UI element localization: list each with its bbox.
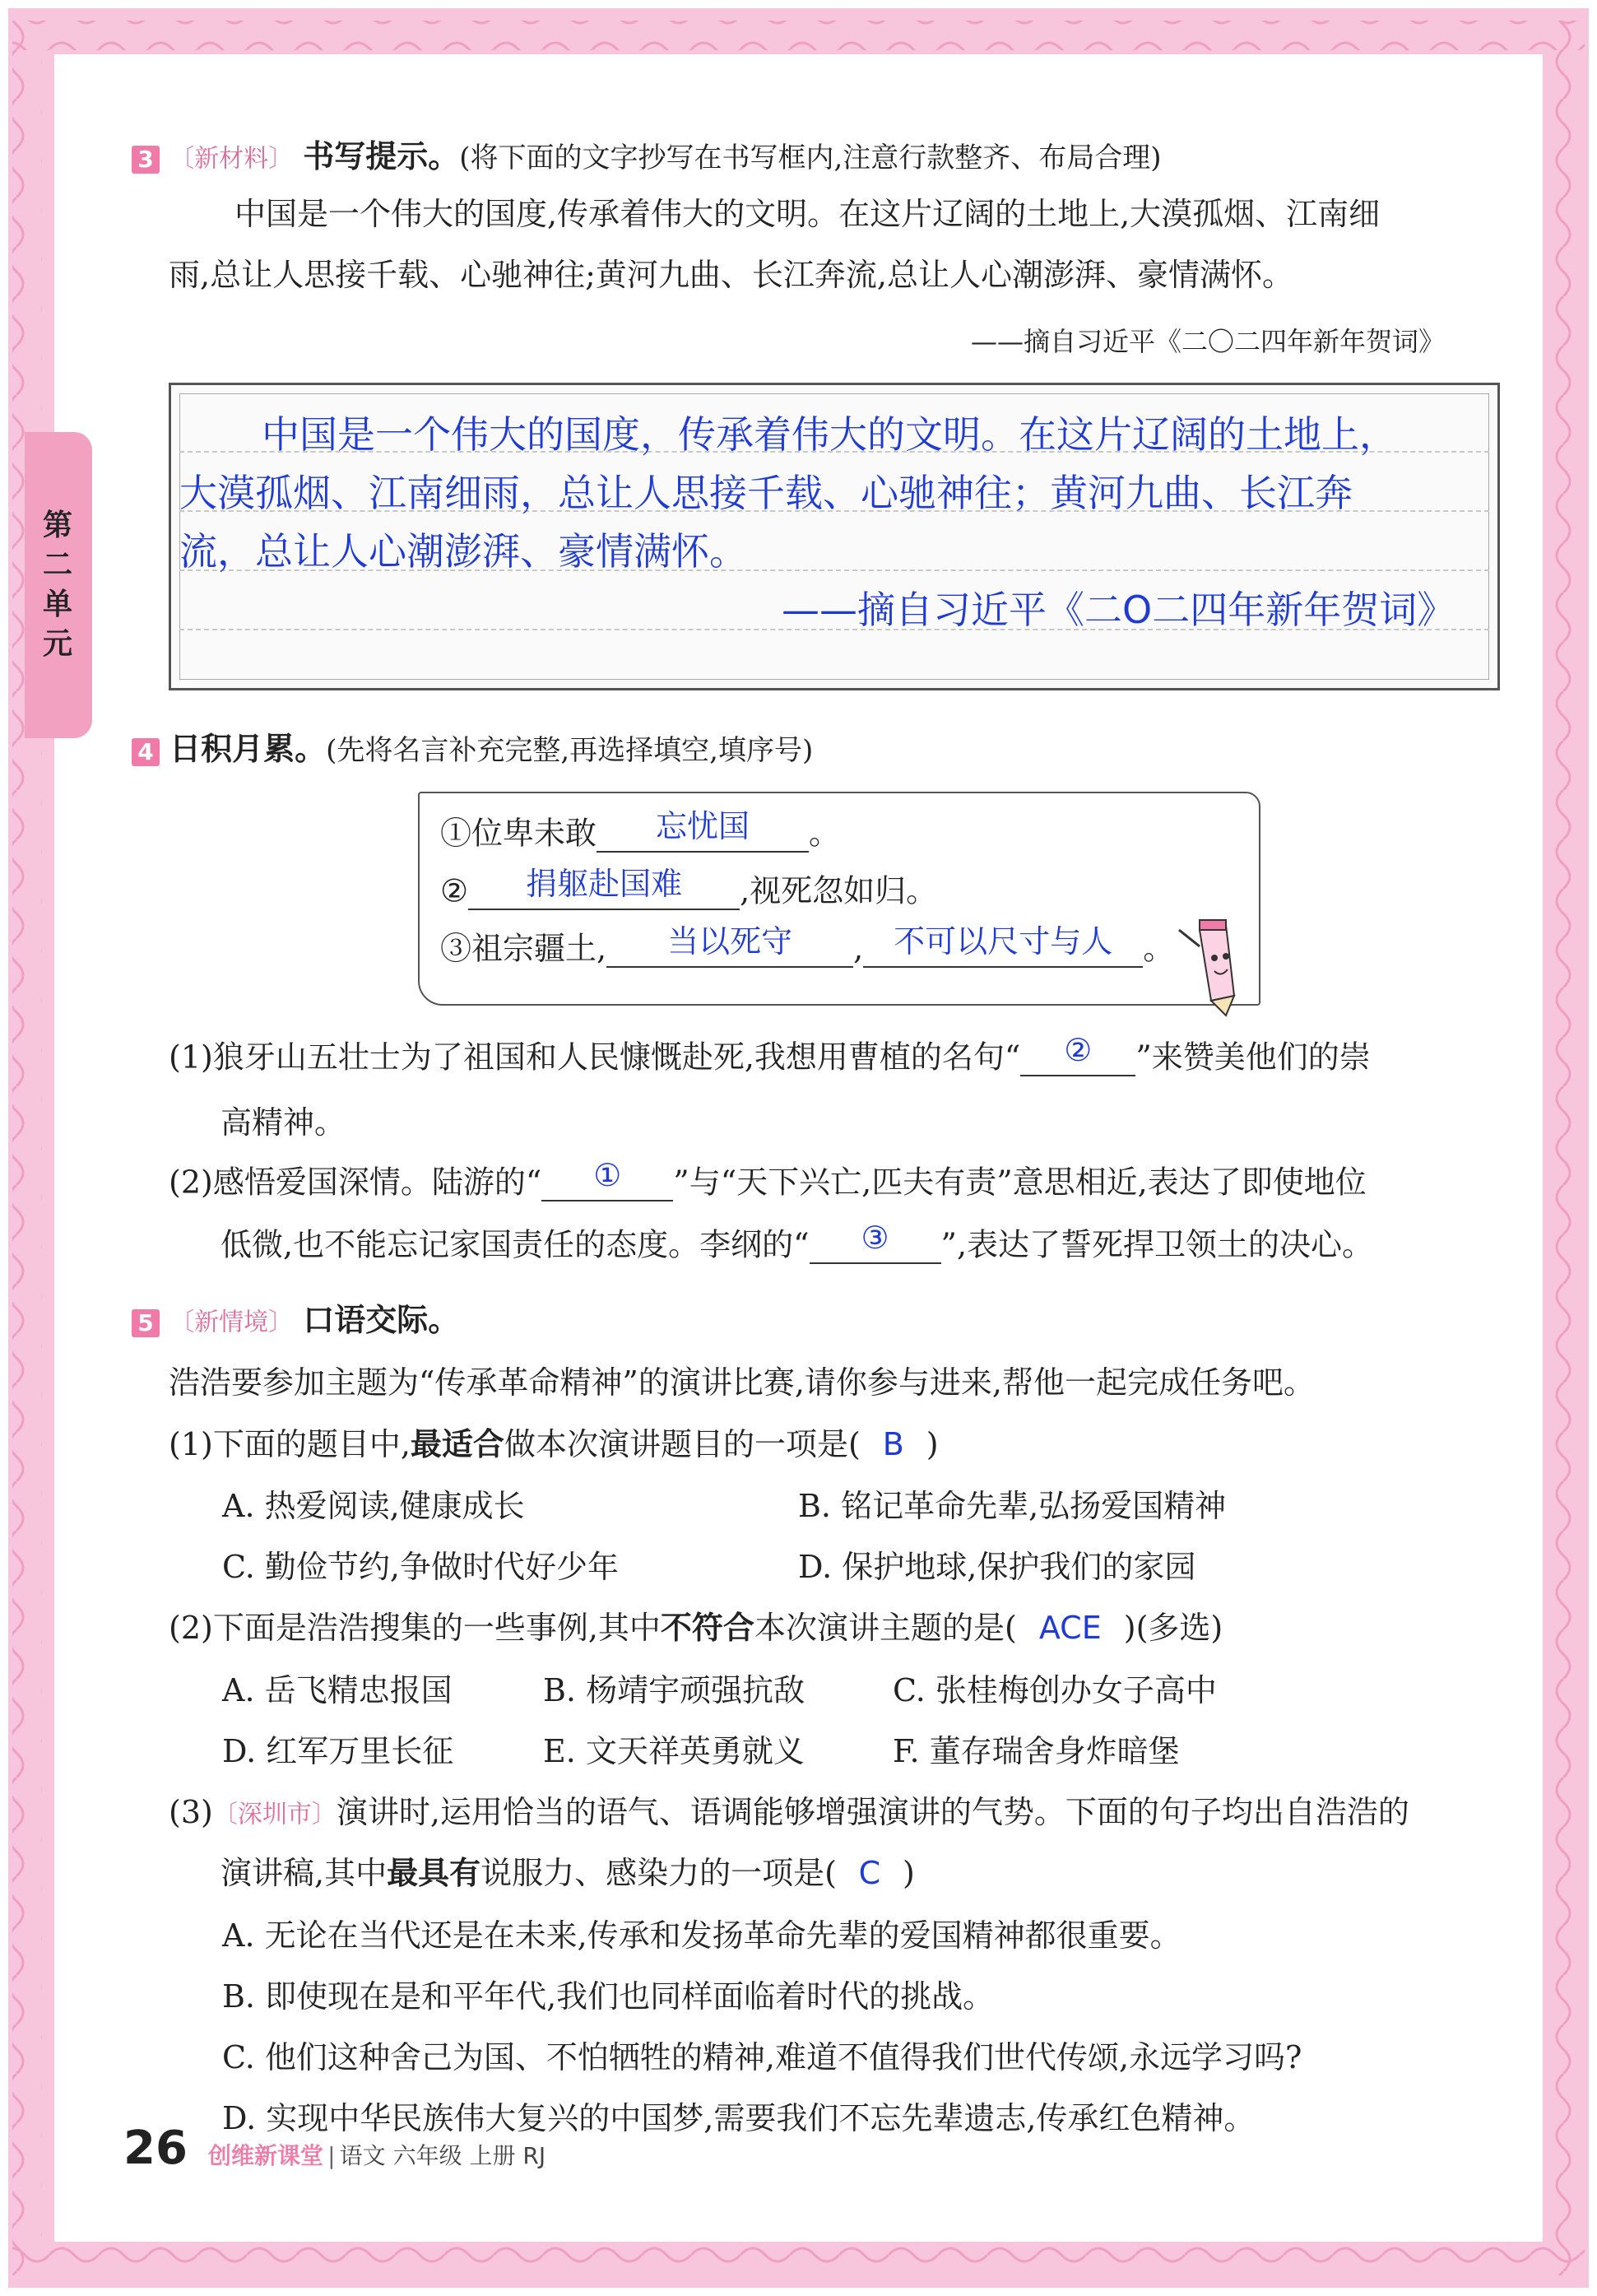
q4-item3-blank2 [863, 923, 1143, 968]
q5-s1-text-a: (1)下面的题目中, [169, 1426, 411, 1462]
q4-header [132, 731, 813, 769]
q4-title: 日积月累。 [169, 731, 327, 767]
q4-item3-suffix: 。 [1143, 930, 1175, 967]
footer-meta: 语文 六年级 上册 RJ [339, 2142, 546, 2169]
q5-s1-option-d: D. 保护地球,保护我们的家园 [798, 1549, 1196, 1585]
q4-sub1-blank [1020, 1032, 1135, 1076]
q5-s1-bold: 最适合 [410, 1426, 504, 1462]
q3-paragraph-line2: 雨,总让人思接千载、心驰神往;黄河九曲、长江奔流,总让人心潮澎湃、豪情满怀。 [169, 257, 1293, 293]
q4-item3 [440, 923, 1175, 968]
q4-item2-suffix: ,视死忽如归。 [740, 872, 938, 909]
q4-item3-blank1 [606, 923, 853, 968]
q3-handwritten-line2: 大漠孤烟、江南细雨，总让人思接千载、心驰神往；黄河九曲、长江奔 [179, 471, 1353, 515]
q5-s1-option-a: A. 热爱阅读,健康成长 [222, 1488, 525, 1524]
q5-s3-option-b: B. 即使现在是和平年代,我们也同样面临着时代的挑战。 [222, 1978, 995, 2015]
q5-s3-text-d: 说服力、感染力的一项是( [480, 1855, 837, 1891]
q4-item1-suffix: 。 [809, 815, 841, 852]
q4-sub1-answer: ② [1064, 1032, 1093, 1069]
q3-header [132, 138, 1162, 176]
q5-s2-option-f: F. 董存瑞舍身炸暗堡 [893, 1733, 1180, 1769]
q4-sub2-text-c: 低微,也不能忘记家国责任的态度。李纲的“ [221, 1226, 810, 1263]
q4-item2-prefix: ② [440, 872, 469, 909]
footer-brand: 创维新课堂 [208, 2142, 324, 2169]
q5-number: 5 [132, 1309, 160, 1337]
q4-item1-blank [597, 808, 809, 853]
q5-s3-line1 [169, 1794, 1409, 1832]
q3-source: ——摘自习近平《二〇二四年新年贺词》 [971, 326, 1446, 357]
page-number: 26 [123, 2122, 188, 2175]
q5-s2-text-c: )(多选) [1123, 1610, 1223, 1646]
q5-s1-answer: B [882, 1426, 904, 1462]
q5-s1-question [169, 1426, 939, 1464]
q4-item1-answer: 忘忧国 [656, 808, 750, 845]
q5-s3-text-a: (3) [169, 1794, 213, 1830]
q3-number: 3 [132, 146, 160, 174]
q4-number: 4 [132, 738, 160, 766]
q4-sub1-text-b: ”来赞美他们的崇 [1135, 1039, 1371, 1076]
q5-s2-question [169, 1610, 1223, 1648]
q5-intro: 浩浩要参加主题为“传承革命精神”的演讲比赛,请你参与进来,帮他一起完成任务吧。 [169, 1364, 1316, 1401]
q5-tag: 〔新情境〕 [169, 1308, 294, 1337]
q5-title: 口语交际。 [303, 1302, 460, 1338]
unit-side-tab [25, 432, 92, 738]
q5-s3-text-c: 演讲稿,其中 [221, 1855, 388, 1891]
q3-paragraph-line1: 中国是一个伟大的国度,传承着伟大的文明。在这片辽阔的土地上,大漠孤烟、江南细 [234, 196, 1381, 232]
q5-s2-text-a: (2)下面是浩浩搜集的一些事例,其中 [169, 1610, 661, 1646]
q5-s2-option-c: C. 张桂梅创办女子高中 [893, 1672, 1217, 1708]
q4-sub2-line1 [169, 1157, 1367, 1201]
q5-s2-option-a: A. 岳飞精忠报国 [222, 1672, 453, 1708]
unit-side-tab-label: 第二单元 [43, 509, 73, 661]
q3-handwritten-line4: ——摘自习近平《二O二四年新年贺词》 [782, 588, 1455, 632]
q5-s3-option-a: A. 无论在当代还是在未来,传承和发扬革命先辈的爱国精神都很重要。 [222, 1917, 1182, 1954]
q3-instruction: (将下面的文字抄写在书写框内,注意行款整齐、布局合理) [459, 142, 1162, 174]
q4-item1-prefix: ①位卑未敢 [440, 815, 597, 852]
q4-sub2-answer2: ③ [861, 1220, 889, 1257]
q5-s3-text-e: ) [902, 1855, 915, 1891]
q3-handwritten-line1: 中国是一个伟大的国度，传承着伟大的文明。在这片辽阔的土地上， [262, 412, 1397, 457]
q3-handwritten-line3: 流，总让人心潮澎湃、豪情满怀。 [179, 529, 747, 574]
q3-tag: 〔新材料〕 [169, 144, 294, 174]
q4-sub1-line1 [169, 1032, 1371, 1076]
q3-title: 书写提示。 [303, 138, 460, 174]
q5-s3-answer: C [858, 1855, 881, 1891]
page-footer [123, 2122, 545, 2175]
q4-sub1-line2: 高精神。 [221, 1104, 346, 1141]
q5-s2-text-b: 本次演讲主题的是( [754, 1610, 1017, 1646]
q4-item2 [440, 866, 938, 910]
q5-s3-bold: 最具有 [387, 1855, 481, 1891]
q4-sub2-text-a: (2)感悟爱国深情。陆游的“ [169, 1164, 542, 1201]
q4-item3-sep: , [853, 930, 864, 967]
q4-item1 [440, 808, 841, 853]
q5-s2-option-d: D. 红军万里长征 [222, 1733, 454, 1769]
q4-item3-prefix: ③祖宗疆土, [440, 930, 607, 967]
q5-s2-bold: 不符合 [660, 1610, 754, 1646]
q5-s3-option-c: C. 他们这种舍己为国、不怕牺牲的精神,难道不值得我们世代传颂,永远学习吗? [222, 2039, 1302, 2075]
q4-item3-answer1: 当以死守 [667, 923, 793, 960]
q4-sub1-text-a: (1)狼牙山五壮士为了祖国和人民慷慨赴死,我想用曹植的名句“ [169, 1039, 1021, 1076]
q4-instruction: (先将名言补充完整,再选择填空,填序号) [326, 734, 814, 767]
q5-s2-option-b: B. 杨靖宇顽强抗敌 [543, 1672, 805, 1708]
pencil-mascot-icon [1175, 913, 1249, 1020]
q4-sub2-answer1: ① [593, 1157, 622, 1194]
q4-sub2-blank1 [541, 1157, 673, 1201]
q5-s1-option-c: C. 勤俭节约,争做时代好少年 [222, 1549, 619, 1585]
q4-sub2-blank2 [810, 1220, 941, 1264]
q5-s3-option-d: D. 实现中华民族伟大复兴的中国梦,需要我们不忘先辈遗志,传承红色精神。 [222, 2100, 1256, 2136]
q4-sub2-line2 [221, 1220, 1374, 1264]
q4-item2-blank [468, 866, 740, 910]
q5-s2-answer: ACE [1038, 1610, 1102, 1646]
footer-separator: | [327, 2142, 336, 2169]
q5-s3-tag: 〔深圳市〕 [212, 1800, 337, 1829]
q5-s1-option-b: B. 铭记革命先辈,弘扬爱国精神 [798, 1488, 1227, 1524]
q5-s3-line2 [221, 1855, 915, 1893]
q5-s1-text-c: ) [926, 1426, 939, 1462]
q5-s1-text-b: 做本次演讲题目的一项是( [504, 1426, 861, 1462]
q4-sub2-text-b: ”与“天下兴亡,匹夫有责”意思相近,表达了即使地位 [673, 1164, 1367, 1201]
q4-sub2-text-d: ”,表达了誓死捍卫领土的决心。 [940, 1226, 1374, 1263]
q4-item3-answer2: 不可以尺寸与人 [894, 923, 1113, 960]
q5-header [132, 1302, 459, 1340]
q5-s3-text-b: 演讲时,运用恰当的语气、语调能够增强演讲的气势。下面的句子均出自浩浩的 [336, 1794, 1409, 1830]
q4-item2-answer: 捐躯赴国难 [526, 866, 683, 903]
q5-s2-option-e: E. 文天祥英勇就义 [543, 1733, 805, 1769]
